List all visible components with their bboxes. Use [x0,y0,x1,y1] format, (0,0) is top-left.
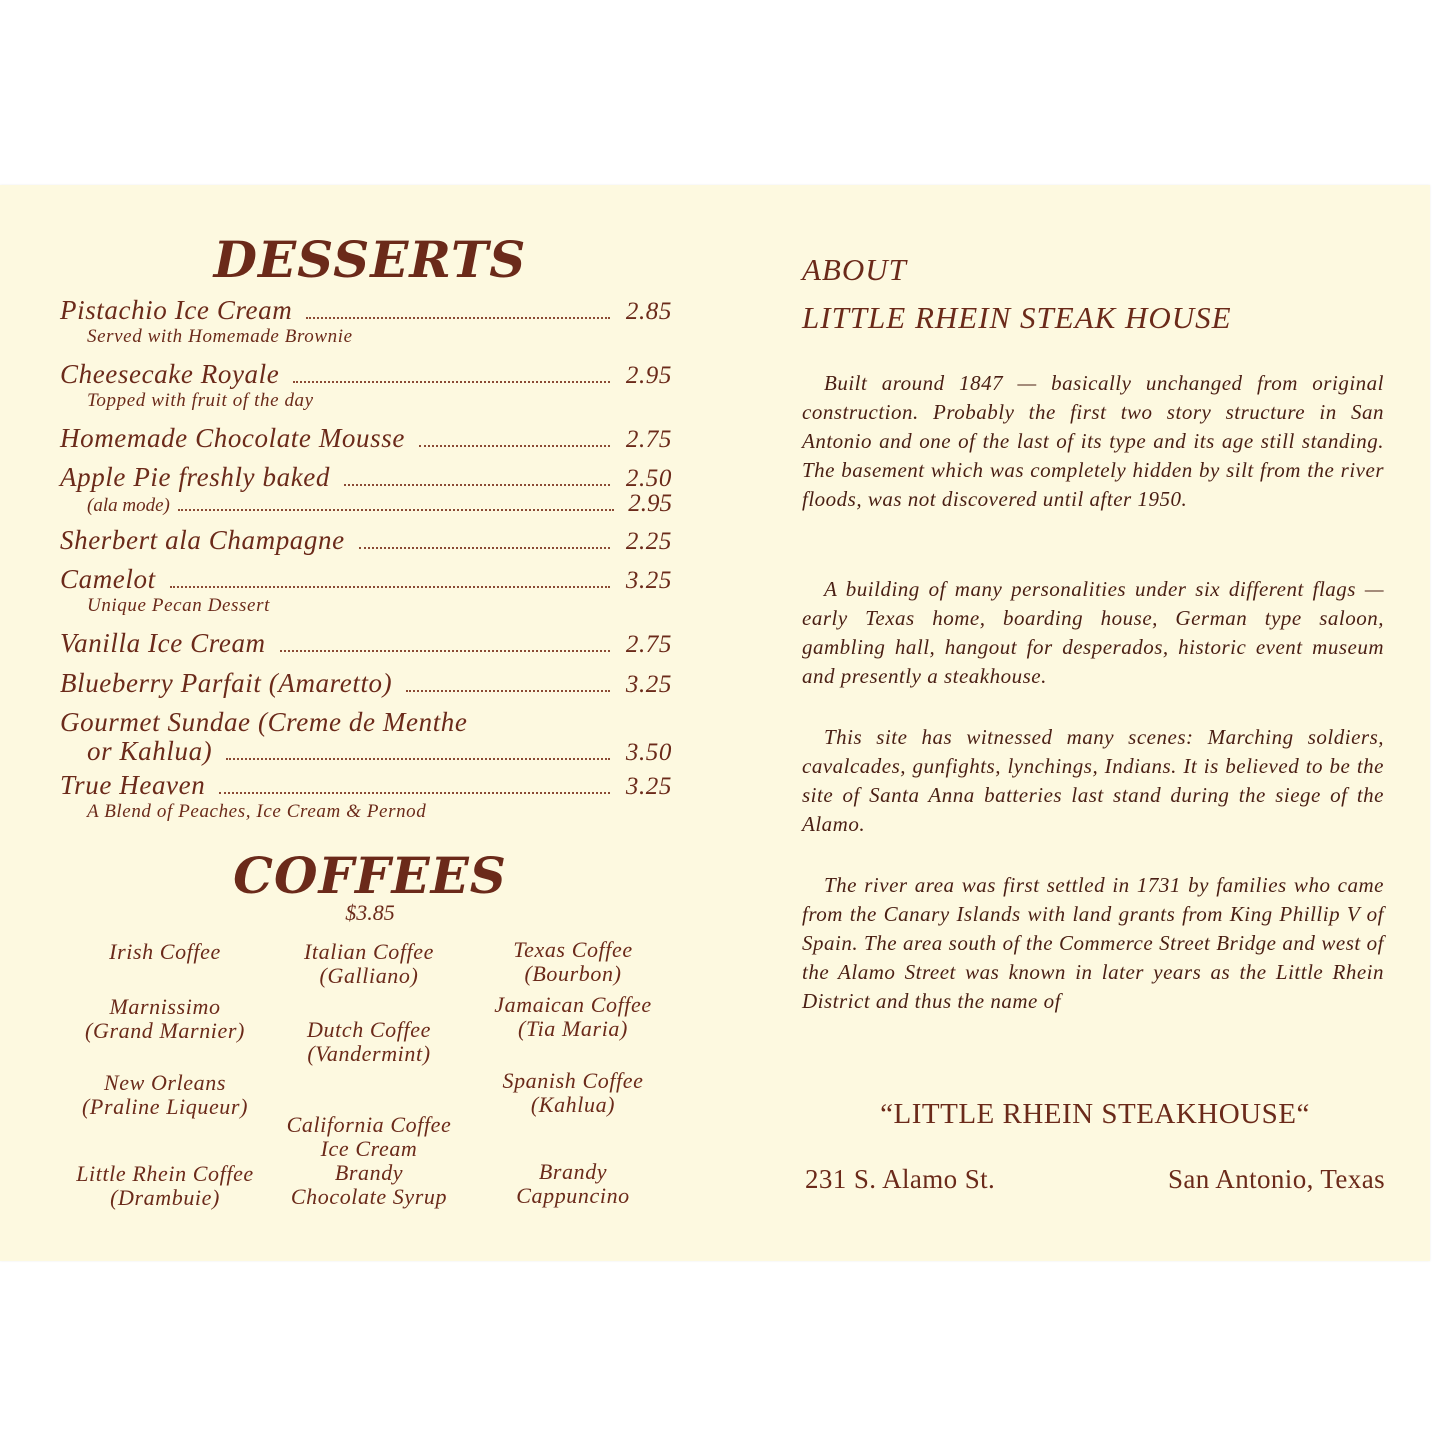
coffee-detail: (Galliano) [319,963,419,988]
coffee-item [458,1160,688,1208]
desserts-title: DESSERTS [213,230,527,289]
coffee-name: Brandy [538,1159,608,1184]
dessert-price: 2.95 [625,362,672,389]
coffee-name: Marnissimo [109,994,221,1019]
dessert-note: Topped with fruit of the day [87,390,314,411]
coffee-name: Jamaican Coffee [494,992,652,1017]
dessert-price: 2.85 [625,298,672,325]
coffee-detail: Cappuncino [516,1183,630,1208]
dessert-price: 2.75 [625,426,672,453]
dessert-name: Camelot [60,564,156,594]
coffee-item [254,940,484,988]
coffee-detail: (Tia Maria) [518,1016,628,1041]
coffee-detail: (Drambuie) [110,1185,220,1210]
dessert-name: True Heaven [60,770,206,800]
address: 231 S. Alamo St. [805,1164,996,1194]
dessert-note-price: 2.95 [628,490,672,517]
dessert-note: (ala mode) [87,495,170,516]
dessert-item [60,771,672,823]
dessert-name: Pistachio Ice Cream [60,295,293,325]
about-subheading: LITTLE RHEIN STEAK HOUSE [802,300,1232,335]
coffee-item [254,1113,484,1209]
about-paragraph: This site has witnessed many scenes: Marching soldiers, cavalcades, gunfights, lynchings, Indians. It is believed to be the site of Santa Anna batteries last stand during the siege of the Alamo. [802,725,1384,836]
dessert-price: 3.25 [625,671,672,698]
about-heading: ABOUT [802,252,907,287]
dessert-name: Cheesecake Royale [60,359,280,389]
dessert-name: Homemade Chocolate Mousse [60,423,405,453]
dessert-price: 3.25 [625,773,672,800]
dessert-item [60,526,672,556]
dessert-name: Vanilla Ice Cream [60,628,266,658]
coffee-name: Texas Coffee [513,937,633,962]
dessert-item [60,424,672,454]
coffees-title: COFFEES [233,846,507,905]
about-paragraph: The river area was first settled in 1731 by families who came from the Canary Islands with land grants from King Phillip V of Spain. The area south of the Commerce Street Bridge and west of the Alamo Street was known in later years as the Little Rhein District and thus the name of [802,873,1384,1013]
coffees-price: $3.85 [345,900,395,925]
dessert-price: 3.25 [625,567,672,594]
dessert-item [60,463,672,517]
dessert-price: 3.50 [625,739,672,766]
dessert-note: Served with Homemade Brownie [87,326,353,347]
coffee-detail: Ice Cream [320,1136,418,1161]
dessert-price: 2.50 [625,465,672,492]
coffee-item [50,995,280,1043]
dessert-item [60,669,672,699]
dessert-price: 2.75 [625,631,672,658]
coffee-name: Irish Coffee [109,939,221,964]
dessert-item [60,708,672,767]
dessert-name: Gourmet Sundae (Creme de Menthe [60,707,468,737]
dessert-name-cont: or Kahlua) [87,736,213,766]
dessert-name: Sherbert ala Champagne [60,525,345,555]
coffee-detail: (Kahlua) [530,1092,616,1117]
city: San Antonio, Texas [1167,1164,1385,1194]
dessert-item [60,296,672,348]
dessert-price: 2.25 [625,528,672,555]
coffee-detail: (Bourbon) [524,961,622,986]
dessert-note: A Blend of Peaches, Ice Cream & Pernod [87,801,427,822]
coffee-name: California Coffee [286,1112,452,1137]
coffee-item [458,938,688,986]
coffee-name: Italian Coffee [304,939,434,964]
coffee-name: Dutch Coffee [307,1017,431,1042]
coffee-detail: (Vandermint) [307,1041,431,1066]
coffee-detail: Chocolate Syrup [290,1184,448,1209]
dessert-item [60,360,672,412]
coffee-item [458,993,688,1041]
coffee-item [50,1071,280,1119]
dessert-item [60,565,672,617]
coffee-detail: (Praline Liqueur) [81,1094,248,1119]
restaurant-name: “LITTLE RHEIN STEAKHOUSE“ [880,1098,1310,1130]
dessert-name: Blueberry Parfait (Amaretto) [60,668,393,698]
dessert-item [60,629,672,659]
coffee-item [50,1162,280,1210]
coffee-item [50,940,280,964]
coffee-item [254,1018,484,1066]
dessert-name: Apple Pie freshly baked [60,462,330,492]
coffee-item [458,1069,688,1117]
about-paragraph: A building of many personalities under six different flags — early Texas home, boarding house, German type saloon, gambling hall, hangout for desperados, historic event museum and presently a steakhouse. [802,577,1384,688]
coffee-detail: Brandy [334,1160,404,1185]
coffee-name: Little Rhein Coffee [76,1161,254,1186]
about-paragraph: Built around 1847 — basically unchanged from original construction. Probably the first two story structure in San Antonio and one of the last of its type and its age still standing. The basement which was completely hidden by silt from the river floods, was not discovered until after 1950. [802,371,1384,511]
coffee-detail: (Grand Marnier) [85,1018,245,1043]
coffee-name: New Orleans [103,1070,227,1095]
coffee-name: Spanish Coffee [502,1068,644,1093]
dessert-note: Unique Pecan Dessert [87,595,270,616]
